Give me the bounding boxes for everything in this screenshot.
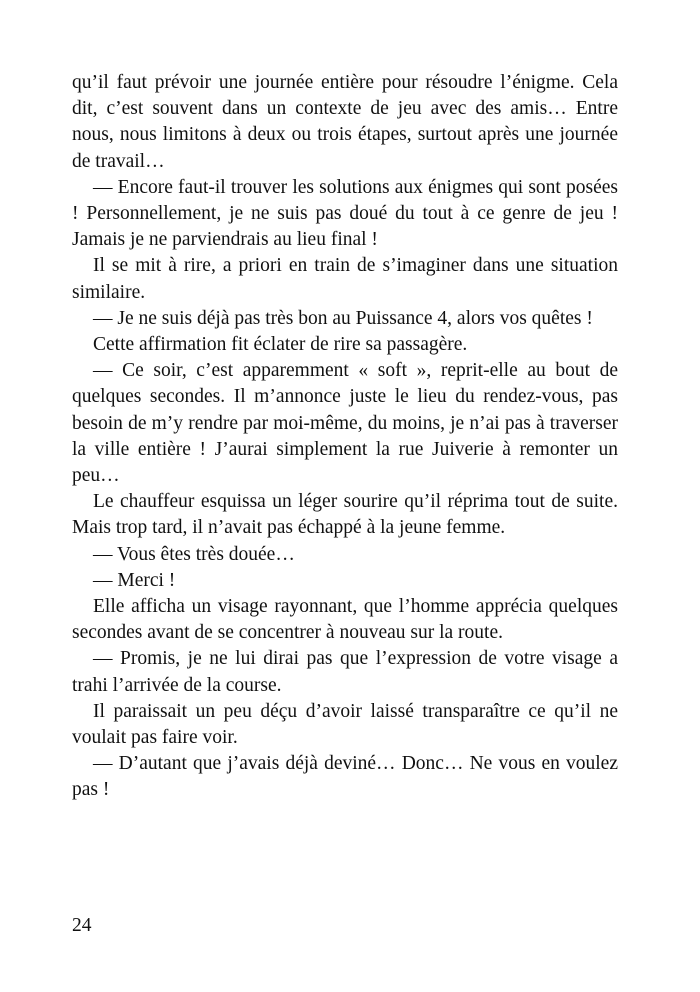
page-number: 24 — [72, 915, 92, 936]
paragraph: — Merci ! — [93, 569, 176, 591]
paragraph: Elle afficha un visage rayonnant, que l’homme apprécia quelques secondes avant de se concentrer à nouveau sur la route. — [72, 596, 618, 644]
paragraph: — Encore faut-il trouver les solutions aux énigmes qui sont posées ! Personnellement, je ne suis pas doué du tout à ce genre de jeu ! Jamais je ne parviendrais au lieu final ! — [72, 176, 618, 251]
paragraph: Cette affirmation fit éclater de rire sa passagère. — [93, 334, 468, 356]
paragraph: — Vous êtes très douée… — [93, 543, 295, 565]
paragraph: — Promis, je ne lui dirai pas que l’expression de votre visage a trahi l’arrivée de la course. — [72, 648, 618, 696]
paragraph: — Je ne suis déjà pas très bon au Puissance 4, alors vos quêtes ! — [93, 307, 593, 329]
paragraph: Le chauffeur esquissa un léger sourire qu’il réprima tout de suite. Mais trop tard, il n’avait pas échappé à la jeune femme. — [72, 491, 618, 539]
paragraph: qu’il faut prévoir une journée entière pour résoudre l’énigme. Cela dit, c’est souvent dans un contexte de jeu avec des amis… Entre nous, nous limitons à deux ou trois étapes, surtout après une journée de travail… — [72, 72, 618, 172]
paragraph: Il paraissait un peu déçu d’avoir laissé transparaître ce qu’il ne voulait pas faire voir. — [72, 700, 618, 749]
paragraph: — Ce soir, c’est apparemment « soft », reprit-elle au bout de quelques secondes. Il m’annonce juste le lieu du rendez-vous, pas besoin de m’y rendre par moi-même, du moins, je n’ai pas à traverser la ville entière ! J’aurai simplement la rue Juiverie à remonter un peu… — [72, 360, 618, 487]
page-body — [72, 70, 618, 804]
paragraph: Il se mit à rire, a priori en train de s’imaginer dans une situation similaire. — [72, 255, 618, 303]
paragraph: — D’autant que j’avais déjà deviné… Donc… Ne vous en voulez pas ! — [72, 753, 618, 801]
